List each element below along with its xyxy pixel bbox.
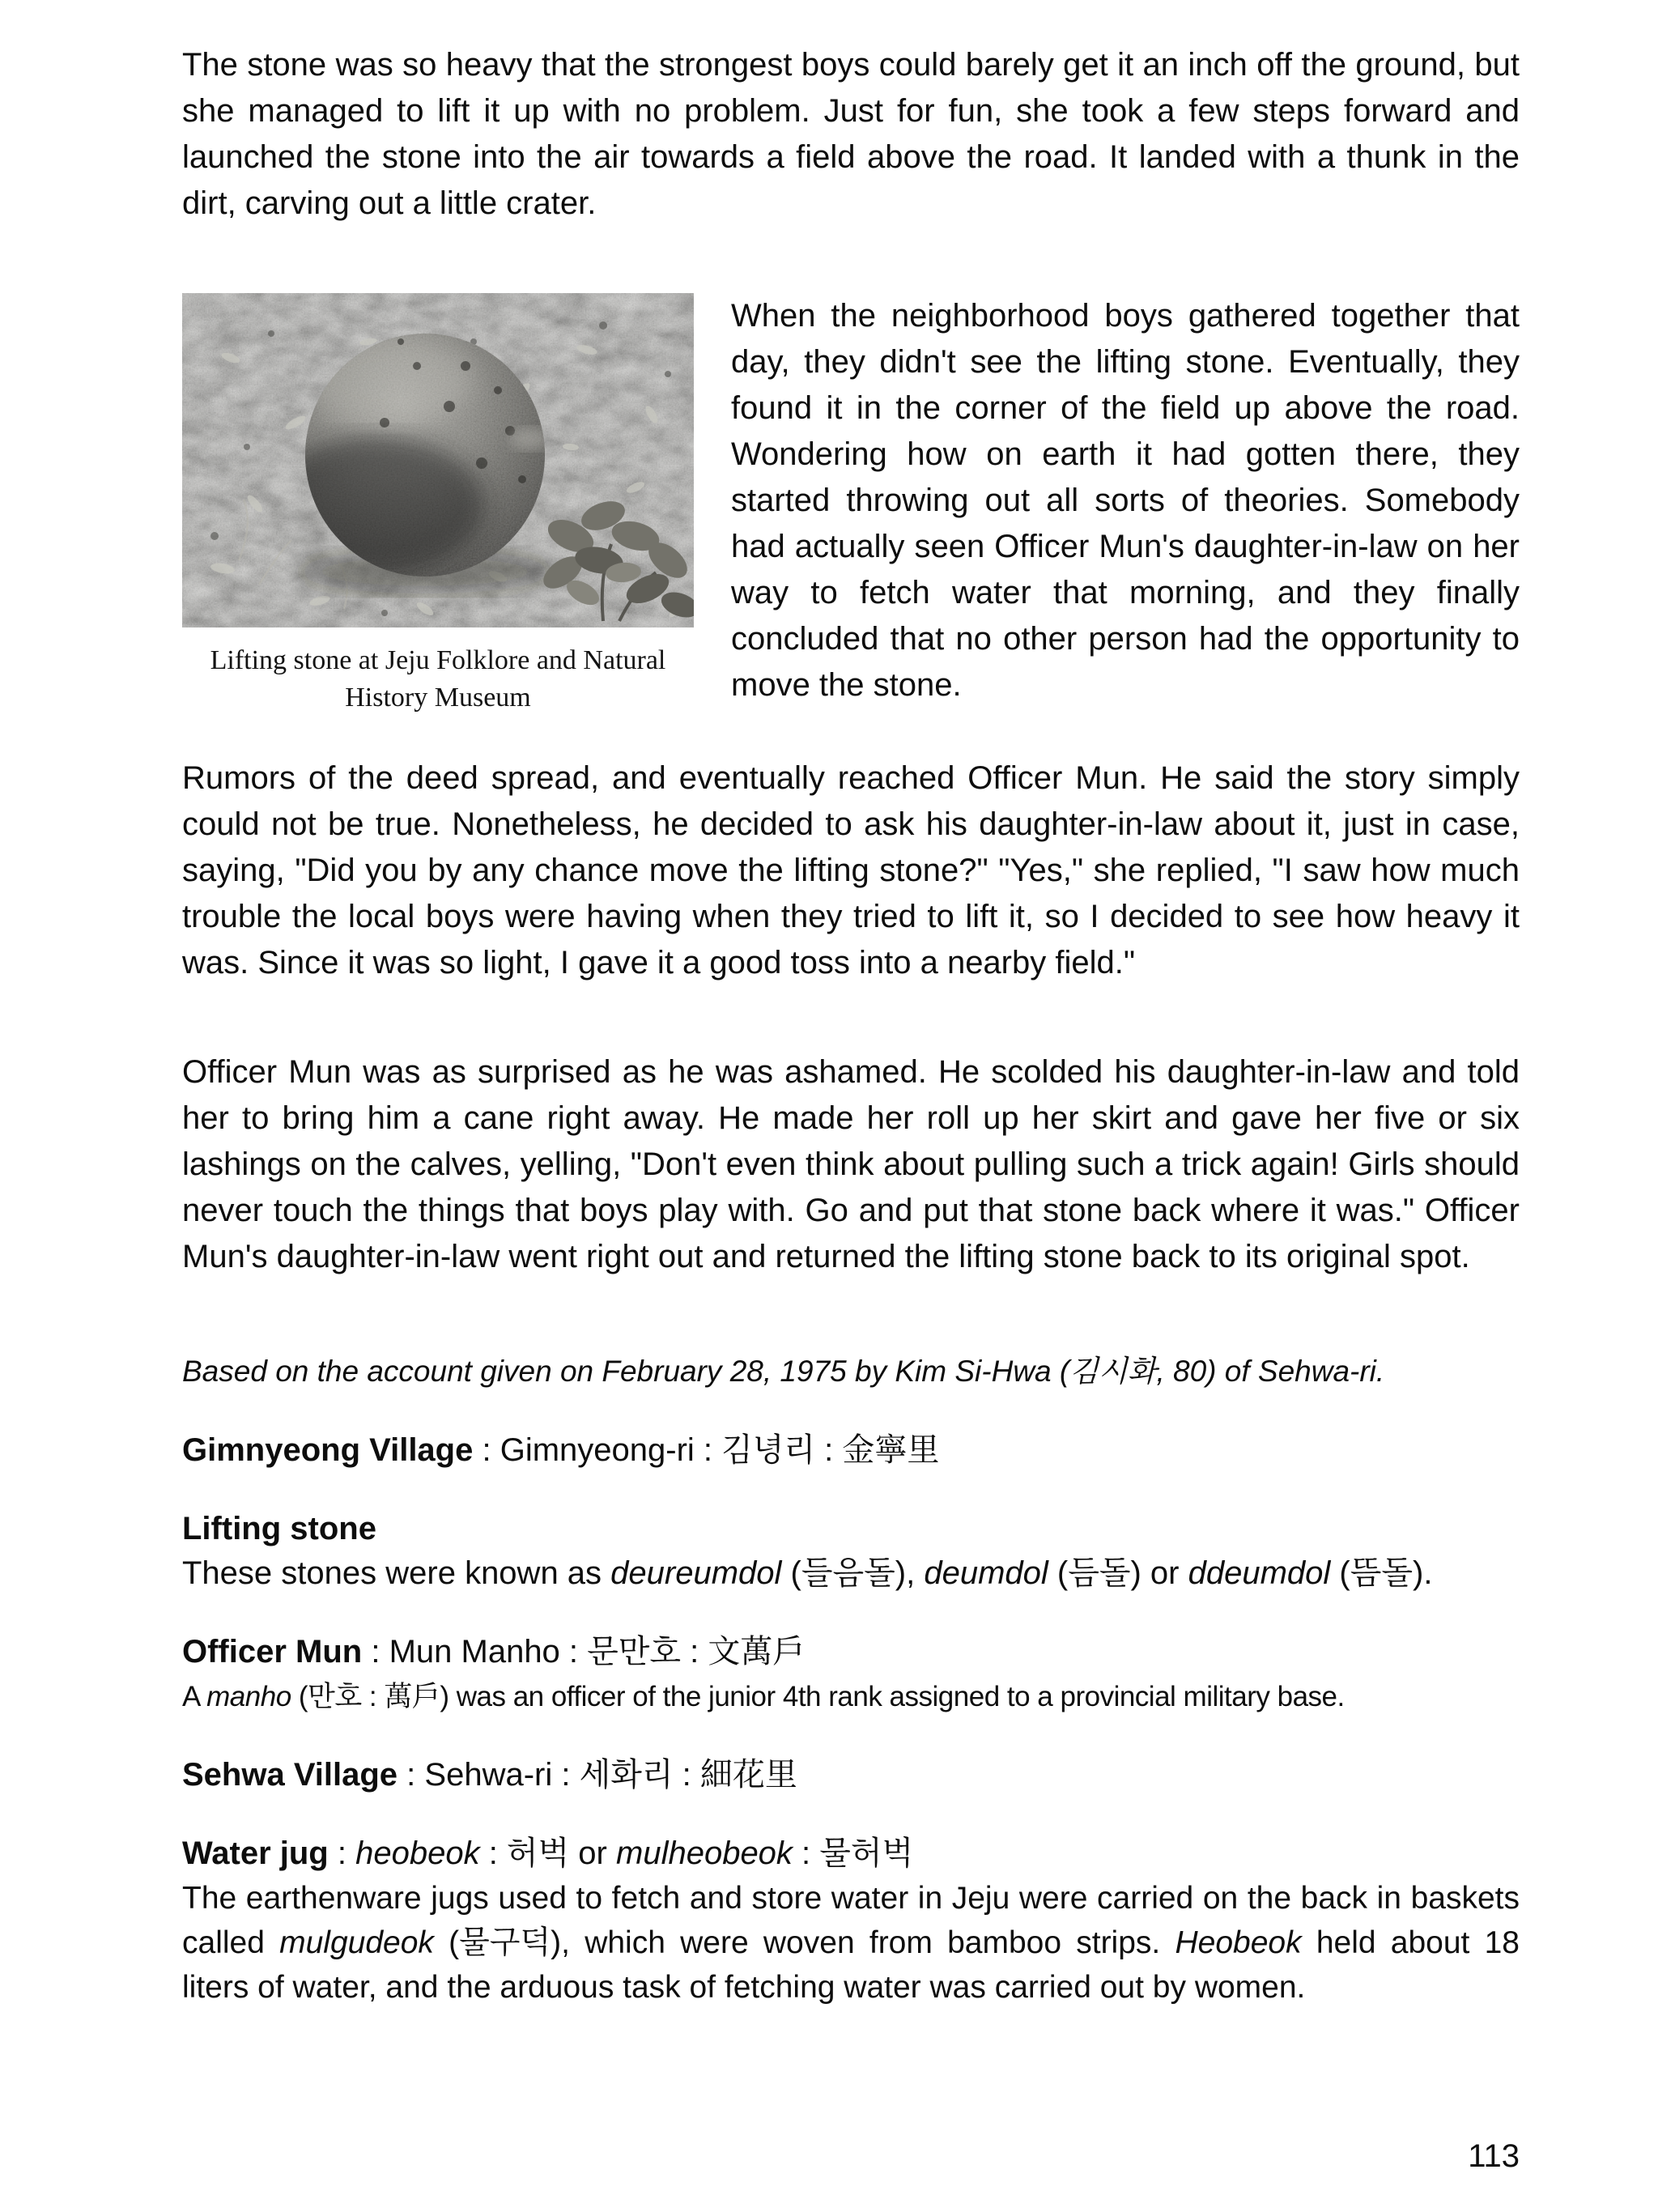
- glossary-text-segment: (듬돌) or: [1048, 1555, 1188, 1591]
- figure-row: [182, 293, 1520, 713]
- glossary-text-segment: : Mun Manho : 문만호 : 文萬戶: [362, 1634, 806, 1670]
- glossary-text-segment: : 물허벅: [792, 1836, 914, 1871]
- glossary-text-segment: A: [182, 1681, 207, 1712]
- glossary-text-segment: : Gimnyeong-ri : 김녕리 : 金寧里: [473, 1432, 940, 1468]
- glossary-romanization: ddeumdol: [1188, 1555, 1331, 1591]
- glossary-text-segment: :: [328, 1836, 356, 1871]
- glossary-term-line: [182, 1630, 1520, 1674]
- glossary-romanization: mulheobeok: [616, 1836, 793, 1871]
- story-paragraph-1: The stone was so heavy that the strongest boys could barely get it an inch off the ground, but she managed to lift it up with no problem. Just for fun, she took a few steps forward and launched the stone into the air towards a field above the road. It landed with a thunk in the dirt, carving out a little crater.: [182, 47, 1520, 221]
- glossary-text-segment: (들음돌),: [781, 1555, 925, 1591]
- glossary-romanization: mulgudeok: [279, 1925, 434, 1960]
- glossary-romanization: deumdol: [924, 1555, 1048, 1591]
- lifting-stone-photo: [182, 293, 694, 627]
- glossary-term: Lifting stone: [182, 1511, 376, 1546]
- glossary-term: Gimnyeong Village: [182, 1432, 474, 1468]
- glossary-definition: [182, 1551, 1520, 1596]
- page-number: 113: [1468, 2138, 1520, 2174]
- attribution-line: Based on the account given on February 28, 1975 by Kim Si-Hwa (김시화, 80) of Sehwa-ri.: [182, 1355, 1385, 1388]
- glossary-text-segment: : Sehwa-ri : 세화리 : 細花里: [397, 1757, 797, 1793]
- glossary-term: Sehwa Village: [182, 1757, 398, 1793]
- glossary-entry-gimnyeong: [182, 1428, 1520, 1473]
- lifting-stone-figure: [182, 293, 694, 717]
- glossary-entry-water-jug: [182, 1831, 1520, 2010]
- glossary-entry-sehwa: [182, 1753, 1520, 1797]
- story-paragraph-3: Rumors of the deed spread, and eventually reached Officer Mun. He said the story simply could not be true. Nonetheless, he decided to ask his daughter-in-law about it, just in case, saying, "Did you by any chance move the lifting stone?" "Yes," she replied, "I saw how much trouble the local boys were having when they tried to lift it, so I decided to see how heavy it was. Since it was so light, I gave it a good toss into a nearby field.": [182, 760, 1520, 981]
- glossary-term-line: [182, 1507, 1520, 1551]
- glossary-text-segment: These stones were known as: [182, 1555, 611, 1591]
- glossary-text-segment: : 허벅 or: [479, 1836, 616, 1871]
- glossary-text-segment: The earthenware jugs used to fetch and store water in Jeju were carried on the back in baskets called: [182, 1881, 1520, 1960]
- glossary-text-segment: (물구덕), which were woven from bamboo strips.: [433, 1925, 1175, 1960]
- glossary-romanization: Heobeok: [1175, 1925, 1302, 1960]
- lifting-stone-photo-graphic: [182, 293, 694, 627]
- glossary-term: Officer Mun: [182, 1634, 363, 1670]
- glossary-term: Water jug: [182, 1836, 329, 1871]
- glossary-text-segment: (뜸돌).: [1330, 1555, 1433, 1591]
- glossary-romanization: deureumdol: [610, 1555, 782, 1591]
- glossary-entry-officer-mun: [182, 1630, 1520, 1719]
- glossary-definition: [182, 1674, 1520, 1719]
- glossary-term-line: [182, 1831, 1520, 1876]
- story-paragraph-2: When the neighborhood boys gathered together that day, they didn't see the lifting stone. Eventually, they found it in the corner of the field up above the road. Wondering how on earth it had gotten there, they started throwing out all sorts of theories. Somebody had actually seen Officer Mun's daughter-in-law on her way to fetch water that morning, and they finally concluded that no other person had the opportunity to move the stone.: [731, 298, 1520, 703]
- glossary-romanization: manho: [206, 1681, 291, 1712]
- figure-caption: Lifting stone at Jeju Folklore and Natural History Museum: [210, 645, 666, 713]
- glossary-definition: [182, 1876, 1520, 2010]
- story-paragraph-4: Officer Mun was as surprised as he was ashamed. He scolded his daughter-in-law and told her to bring him a cane right away. He made her roll up her skirt and gave her five or six lashings on the calves, yelling, "Don't even think about pulling such a trick again! Girls should never touch the things that boys play with. Go and put that stone back where it was." Officer Mun's daughter-in-law went right out and returned the lifting stone back to its original spot.: [182, 1054, 1520, 1274]
- glossary-text-segment: (만호 : 萬戶) was an officer of the junior 4th rank assigned to a provincial military base.: [291, 1681, 1345, 1712]
- glossary-text-segment: held about 18 liters of water, and the arduous task of fetching water was carried out by women.: [182, 1925, 1520, 2005]
- glossary-entry-lifting-stone: [182, 1507, 1520, 1596]
- glossary-romanization: heobeok: [355, 1836, 480, 1871]
- figure-clear-spacer: [182, 717, 1520, 755]
